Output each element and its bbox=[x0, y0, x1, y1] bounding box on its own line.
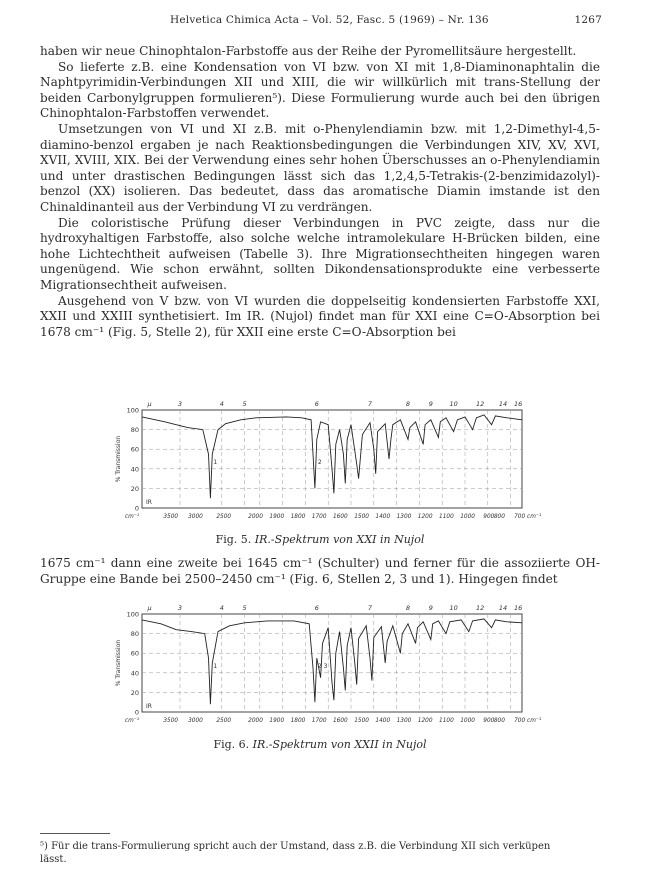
figure-6 bbox=[110, 602, 542, 734]
y-tick-label: 40 bbox=[130, 465, 139, 474]
top-scale-label: µ bbox=[147, 400, 152, 408]
x-tick-label: 900 bbox=[483, 514, 495, 520]
figure-6-title: IR.-Spektrum von XXII in Nujol bbox=[252, 738, 427, 751]
x-tick-label: 800 bbox=[493, 718, 505, 724]
figure-5-caption bbox=[40, 533, 600, 546]
top-scale-label: 10 bbox=[449, 604, 458, 612]
paragraph-1: haben wir neue Chinophtalon-Farbstoffe aus der Reihe der Pyromellitsäure hergestellt. bbox=[40, 44, 577, 58]
x-tick-label: 1400 bbox=[375, 514, 391, 520]
top-scale-label: 5 bbox=[242, 400, 247, 408]
y-tick-label: 20 bbox=[130, 688, 139, 697]
top-scale-label: 7 bbox=[367, 604, 373, 612]
peak-marker: 3 bbox=[323, 662, 328, 670]
y-tick-label: 100 bbox=[126, 610, 139, 619]
journal-header: Helvetica Chimica Acta – Vol. 52, Fasc. 5 (1969) – Nr. 136 bbox=[170, 14, 489, 26]
x-tick-label: 2500 bbox=[216, 718, 232, 724]
ir-spectrum-figure-5 bbox=[110, 398, 542, 530]
body-text-top bbox=[40, 44, 600, 340]
x-tick-label: 800 bbox=[493, 514, 505, 520]
x-tick-label: 3000 bbox=[188, 514, 203, 520]
top-scale-label: 8 bbox=[405, 604, 411, 612]
top-scale-label: 14 bbox=[498, 400, 508, 408]
x-tick-label: 1600 bbox=[332, 514, 348, 520]
top-scale-label: 8 bbox=[405, 400, 411, 408]
x-tick-label: 1500 bbox=[354, 718, 369, 724]
peak-marker: 1 bbox=[213, 662, 218, 670]
y-tick-label: 40 bbox=[130, 669, 139, 678]
x-tick-label: 700 cm⁻¹ bbox=[514, 718, 542, 724]
figure-5-label: Fig. 5. bbox=[215, 533, 252, 546]
footnote bbox=[40, 840, 580, 866]
x-tick-label: 1300 bbox=[396, 514, 412, 520]
x-tick-label: 2000 bbox=[248, 718, 263, 724]
paragraph-3: Umsetzungen von VI und XI z.B. mit o-Phenylendiamin bzw. mit 1,2-Dimethyl-4,5-diamino-benzol ergaben je nach Reaktionsbedingungen die Verbindungen XIV, XV, XVI, XVII, XVIII, XIX. Bei der Verwendung eines sehr hohen Überschusses an o-Phenylendiamin und unter drastischen Bedingungen lässt sich das 1,2,4,5-Tetrakis-(2-benzimidazolyl)-benzol (XX) isolieren. Das bedeutet, dass das aromatische Diamin imstande ist den Chinaldinanteil aus der Verbindung VI zu verdrängen. bbox=[40, 121, 600, 214]
page-number: 1267 bbox=[574, 14, 602, 26]
figure-5 bbox=[110, 398, 542, 530]
footnote-text: Für die trans-Formulierung spricht auch der Umstand, dass z.B. die Verbindung XII sich verküpen lässt. bbox=[40, 841, 551, 865]
x-tick-label: 1800 bbox=[290, 514, 306, 520]
top-scale-label: 6 bbox=[314, 604, 319, 612]
top-scale-label: 3 bbox=[177, 400, 183, 408]
peak-marker: 1 bbox=[213, 458, 218, 466]
paragraph-4: Die coloristische Prüfung dieser Verbindungen in PVC zeigte, dass nur die hydroxyhaltigen Farbstoffe, also solche welche intramolekulare H-Brücken bilden, eine hohe Lichtechtheit aufweisen (Tabelle 3). Ihre Migrationsechtheiten hingegen waren ungenügend. Wie schon erwähnt, sollten Dikondensationsprodukte eine verbesserte Migrationsechtheit aufweisen. bbox=[40, 215, 600, 292]
footnote-rule bbox=[40, 833, 110, 834]
x-tick-label: 900 bbox=[483, 718, 495, 724]
figure-5-title: IR.-Spektrum von XXI in Nujol bbox=[254, 533, 425, 546]
x-tick-label: 1800 bbox=[290, 718, 306, 724]
x-tick-label: 1100 bbox=[439, 718, 454, 724]
y-tick-label: 80 bbox=[130, 426, 139, 435]
top-scale-label: 7 bbox=[367, 400, 373, 408]
y-tick-label: 100 bbox=[126, 406, 139, 415]
top-scale-label: 9 bbox=[428, 604, 433, 612]
figure-6-caption bbox=[40, 738, 600, 751]
top-scale-label: 16 bbox=[514, 400, 523, 408]
y-axis-label: % Transmission bbox=[115, 639, 122, 687]
top-scale-label: 12 bbox=[476, 604, 485, 612]
top-scale-label: 14 bbox=[498, 604, 508, 612]
top-scale-label: 12 bbox=[476, 400, 485, 408]
top-scale-label: 3 bbox=[177, 604, 183, 612]
top-scale-label: 16 bbox=[514, 604, 523, 612]
x-tick-label: cm⁻¹ bbox=[124, 514, 140, 520]
y-tick-label: 0 bbox=[134, 708, 139, 717]
x-tick-label: 1400 bbox=[375, 718, 391, 724]
x-tick-label: 1100 bbox=[439, 514, 454, 520]
inset-label: IR bbox=[146, 499, 152, 506]
x-tick-label: cm⁻¹ bbox=[124, 718, 140, 724]
top-scale-label: 5 bbox=[242, 604, 247, 612]
y-tick-label: 0 bbox=[134, 504, 139, 513]
x-tick-label: 3500 bbox=[163, 514, 179, 520]
figure-6-label: Fig. 6. bbox=[213, 738, 250, 751]
y-axis-label: % Transmission bbox=[115, 435, 122, 483]
x-tick-label: 1200 bbox=[417, 514, 433, 520]
x-tick-label: 1000 bbox=[460, 718, 475, 724]
footnote-mark: ⁵) bbox=[40, 841, 48, 852]
x-tick-label: 1000 bbox=[460, 514, 475, 520]
x-tick-label: 3000 bbox=[188, 718, 203, 724]
x-tick-label: 1600 bbox=[332, 718, 348, 724]
top-scale-label: 9 bbox=[428, 400, 433, 408]
top-scale-label: 6 bbox=[314, 400, 319, 408]
x-tick-label: 1900 bbox=[269, 514, 285, 520]
inset-label: IR bbox=[146, 703, 152, 710]
paragraph-2: So lieferte z.B. eine Kondensation von VI bzw. von XI mit 1,8-Diaminonaphtalin die Naphtpyrimidin-Verbindungen XII und XIII, die wir willkürlich mit trans-Stellung der beiden Carbonylgruppen formulieren⁵). Diese Formulierung wurde auch bei den übrigen Chinophtalon-Farbstoffen verwendet. bbox=[40, 59, 600, 121]
x-tick-label: 3500 bbox=[163, 718, 179, 724]
y-tick-label: 60 bbox=[130, 445, 139, 454]
x-tick-label: 1900 bbox=[269, 718, 285, 724]
x-tick-label: 700 cm⁻¹ bbox=[514, 514, 542, 520]
y-tick-label: 20 bbox=[130, 484, 139, 493]
x-tick-label: 2000 bbox=[248, 514, 263, 520]
body-text-middle bbox=[40, 556, 600, 587]
x-tick-label: 1200 bbox=[417, 718, 433, 724]
x-tick-label: 1700 bbox=[311, 718, 327, 724]
x-tick-label: 2500 bbox=[216, 514, 232, 520]
x-tick-label: 1500 bbox=[354, 514, 369, 520]
top-scale-label: 4 bbox=[219, 604, 224, 612]
x-tick-label: 1300 bbox=[396, 718, 412, 724]
paragraph-6: 1675 cm⁻¹ dann eine zweite bei 1645 cm⁻¹ (Schulter) und ferner für die assoziierte OH-Gruppe eine Bande bei 2500–2450 cm⁻¹ (Fig. 6, Stellen 2, 3 und 1). Hingegen findet bbox=[40, 556, 600, 586]
top-scale-label: µ bbox=[147, 604, 152, 612]
top-scale-label: 10 bbox=[449, 400, 458, 408]
top-scale-label: 4 bbox=[219, 400, 224, 408]
y-tick-label: 80 bbox=[130, 630, 139, 639]
x-tick-label: 1700 bbox=[311, 514, 327, 520]
paragraph-5: Ausgehend von V bzw. von VI wurden die doppelseitig kondensierten Farbstoffe XXI, XXII und XXIII synthetisiert. Im IR. (Nujol) findet man für XXI eine C=O-Absorption bei 1678 cm⁻¹ (Fig. 5, Stelle 2), für XXII eine erste C=O-Absorption bei bbox=[40, 293, 600, 339]
peak-marker: 2 bbox=[317, 458, 322, 466]
peak-marker: 2 bbox=[317, 662, 322, 670]
y-tick-label: 60 bbox=[130, 649, 139, 658]
ir-spectrum-figure-6 bbox=[110, 602, 542, 734]
